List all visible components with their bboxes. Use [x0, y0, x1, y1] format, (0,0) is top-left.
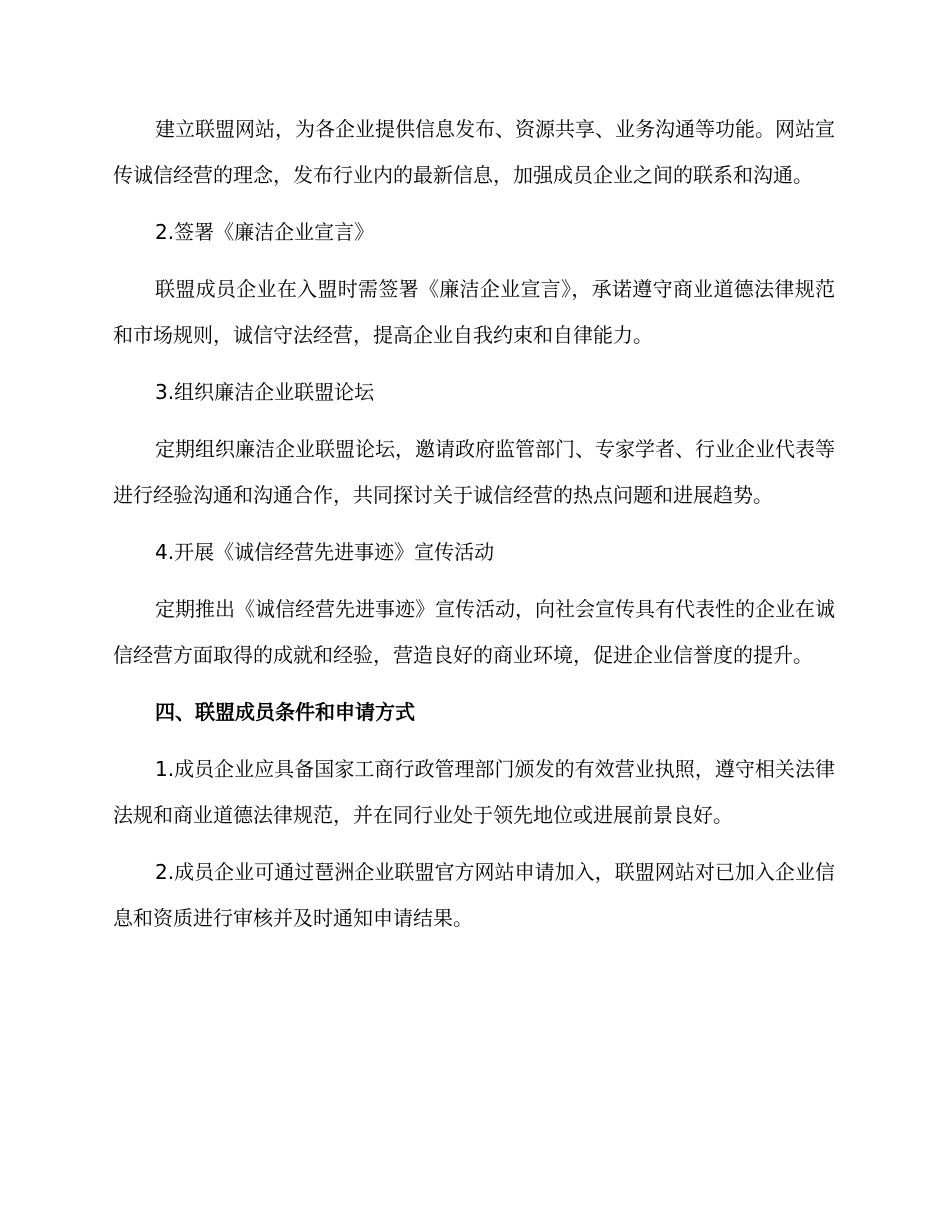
paragraph-sign-declaration: 联盟成员企业在入盟时需签署《廉洁企业宣言》，承诺遵守商业道德法律规范和市场规则，诚信守法经营，提高企业自我约束和自律能力。: [113, 277, 835, 347]
subheading-sign-declaration: 2.签署《廉洁企业宣言》: [155, 220, 375, 244]
document-page: [113, 106, 835, 941]
section-heading-membership: 四、联盟成员条件和申请方式: [155, 700, 415, 724]
paragraph-website: 建立联盟网站，为各企业提供信息发布、资源共享、业务沟通等功能。网站宣传诚信经营的理念，发布行业内的最新信息，加强成员企业之间的联系和沟通。: [113, 117, 835, 187]
subheading-campaign: 4.开展《诚信经营先进事迹》宣传活动: [155, 540, 495, 564]
subheading-forum: 3.组织廉洁企业联盟论坛: [155, 380, 375, 404]
paragraph-campaign: 定期推出《诚信经营先进事迹》宣传活动，向社会宣传具有代表性的企业在诚信经营方面取得的成就和经验，营造良好的商业环境，促进企业信誉度的提升。: [113, 597, 835, 667]
paragraph-membership-condition-2: 2.成员企业可通过琶洲企业联盟官方网站申请加入，联盟网站对已加入企业信息和资质进行审核并及时通知申请结果。: [113, 860, 835, 930]
paragraph-membership-condition-1: 1.成员企业应具备国家工商行政管理部门颁发的有效营业执照，遵守相关法律法规和商业道德法律规范，并在同行业处于领先地位或进展前景良好。: [113, 757, 835, 827]
paragraph-forum: 定期组织廉洁企业联盟论坛，邀请政府监管部门、专家学者、行业企业代表等进行经验沟通和沟通合作，共同探讨关于诚信经营的热点问题和进展趋势。: [113, 437, 835, 507]
